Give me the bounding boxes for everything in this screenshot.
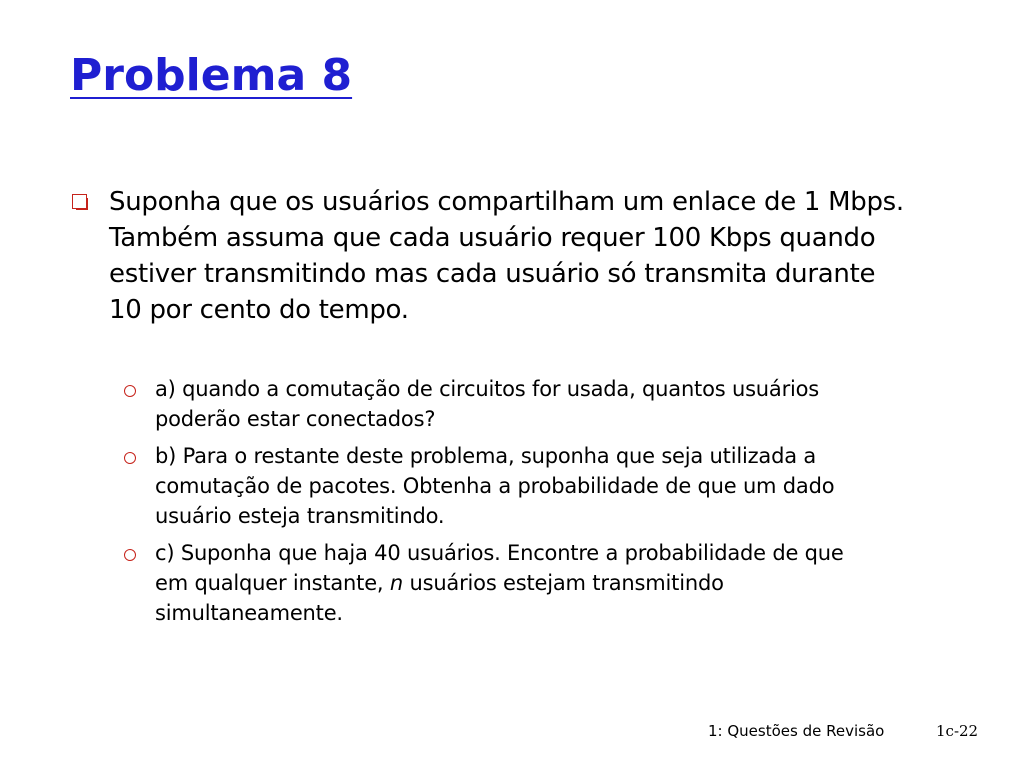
sub-bullet-list — [124, 374, 884, 635]
hollow-circle-icon — [124, 385, 136, 397]
hollow-circle-icon — [124, 452, 136, 464]
sub-bullet-c-text-before: c) Suponha que haja 40 usuários. Encontre a probabilidade de que em qualquer instante, — [155, 541, 844, 595]
variable-n: n — [389, 571, 403, 595]
sub-bullet-b — [124, 441, 884, 531]
sub-bullet-c — [124, 538, 884, 628]
footer-page-number: 1c-22 — [936, 722, 979, 740]
main-bullet — [72, 184, 912, 328]
sub-bullet-c-text-after: usuários estejam transmitindo simultaneamente. — [155, 571, 724, 625]
slide-title: Problema 8 — [70, 50, 353, 101]
main-bullet-text: Suponha que os usuários compartilham um enlace de 1 Mbps. Também assuma que cada usuário requer 100 Kbps quando estiver transmitindo mas cada usuário só transmita durante 10 por cento do tempo. — [109, 187, 904, 325]
sub-bullet-b-text: b) Para o restante deste problema, suponha que seja utilizada a comutação de pacotes. Obtenha a probabilidade de que um dado usuário esteja transmitindo. — [155, 444, 835, 528]
footer-course-title: 1: Questões de Revisão — [708, 722, 885, 740]
sub-bullet-a — [124, 374, 884, 434]
hollow-circle-icon — [124, 549, 136, 561]
sub-bullet-c-text — [155, 538, 875, 628]
checkbox-square-icon — [72, 194, 87, 209]
sub-bullet-a-text: a) quando a comutação de circuitos for usada, quantos usuários poderão estar conectados? — [155, 377, 820, 431]
